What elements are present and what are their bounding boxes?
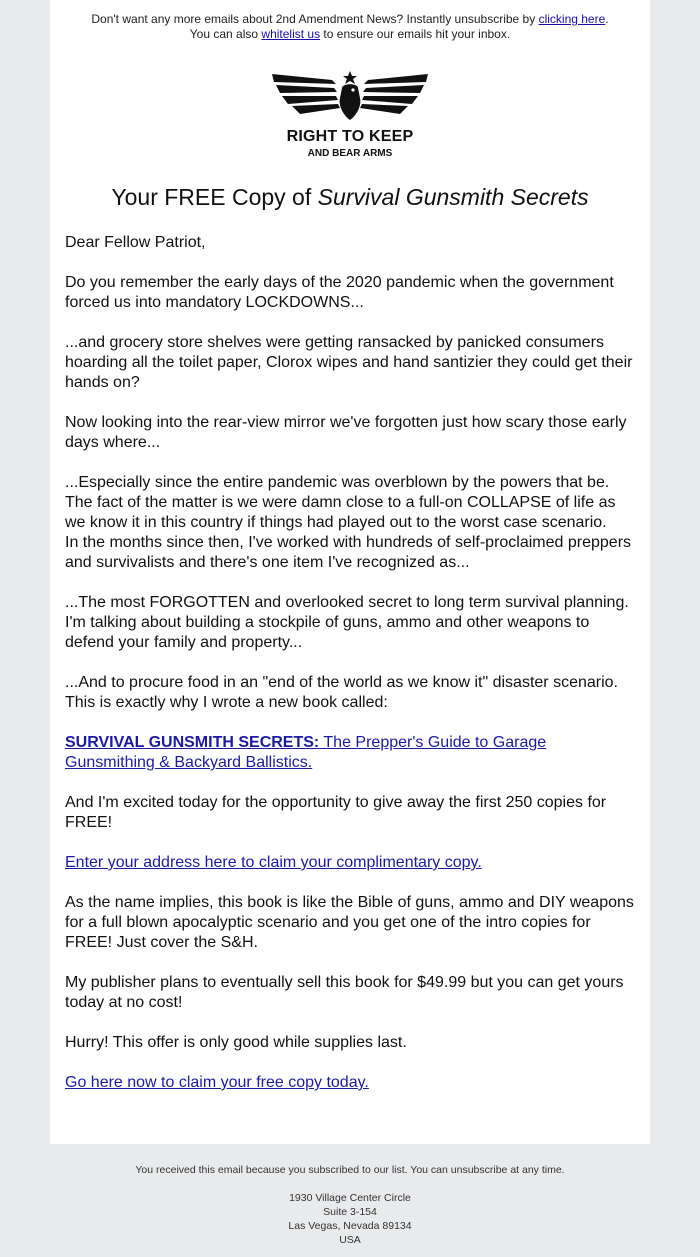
paragraph: My publisher plans to eventually sell this book for $49.99 but you can get yours today at no cost! bbox=[65, 974, 624, 1011]
footer bbox=[0, 1163, 700, 1247]
preheader-text-2-end: to ensure our emails hit your inbox. bbox=[320, 27, 511, 41]
paragraph bbox=[65, 473, 640, 573]
cta-link-paragraph bbox=[65, 1073, 640, 1093]
claim-free-copy-link[interactable]: Go here now to claim your free copy today. bbox=[65, 1074, 369, 1091]
headline-prefix: Your FREE Copy of bbox=[111, 184, 318, 210]
paragraph: As the name implies, this book is like the Bible of guns, ammo and DIY weapons for a full blown apocalyptic scenario and you get one of the intro copies for FREE! Just cover the S&H. bbox=[65, 894, 634, 951]
email-body bbox=[65, 233, 640, 1113]
brand-tagline: AND BEAR ARMS bbox=[307, 148, 393, 159]
paragraph: Do you remember the early days of the 2020 pandemic when the government forced us into mandatory LOCKDOWNS... bbox=[65, 274, 614, 311]
address-line: 1930 Village Center Circle bbox=[289, 1192, 411, 1204]
preheader-text-1-end: . bbox=[605, 12, 609, 26]
page-title bbox=[50, 184, 650, 211]
address-line: USA bbox=[339, 1234, 361, 1246]
headline-book-title: Survival Gunsmith Secrets bbox=[317, 184, 589, 210]
book-link-bold: SURVIVAL GUNSMITH SECRETS: bbox=[65, 734, 320, 751]
address-line: Suite 3-154 bbox=[323, 1206, 377, 1218]
preheader bbox=[0, 12, 700, 42]
claim-link-paragraph bbox=[65, 853, 640, 873]
paragraph: And I'm excited today for the opportunity to give away the first 250 copies for FREE! bbox=[65, 794, 607, 831]
book-link[interactable] bbox=[65, 734, 546, 771]
paragraph: ...And to procure food in an "end of the world as we know it" disaster scenario. This is exactly why I wrote a new book called: bbox=[65, 674, 618, 711]
paragraph: ...The most FORGOTTEN and overlooked secret to long term survival planning. I'm talking about building a stockpile of guns, ammo and other weapons to defend your family and property... bbox=[65, 594, 629, 651]
address-line: Las Vegas, Nevada 89134 bbox=[288, 1220, 412, 1232]
paragraph-part: ...Especially since the entire pandemic was overblown by the powers that be. The fact of the matter is we were damn close to a full-on COLLAPSE of life as we know it in this country if things had played out to the worst case scenario. bbox=[65, 474, 616, 531]
book-link-paragraph bbox=[65, 733, 640, 773]
paragraph: Hurry! This offer is only good while supplies last. bbox=[65, 1034, 407, 1051]
greeting: Dear Fellow Patriot, bbox=[65, 234, 206, 251]
preheader-text-2: You can also bbox=[189, 27, 262, 41]
paragraph-part: In the months since then, I've worked with hundreds of self-proclaimed preppers and survivalists and there's one item I've recognized as... bbox=[65, 534, 632, 571]
paragraph: ...and grocery store shelves were getting ransacked by panicked consumers hoarding all the toilet paper, Clorox wipes and hand santizier they could get their hands on? bbox=[65, 334, 633, 391]
paragraph: Now looking into the rear-view mirror we've forgotten just how scary those early days where... bbox=[65, 414, 627, 451]
eagle-with-rifles-icon bbox=[270, 68, 430, 126]
brand-name: RIGHT TO KEEP bbox=[286, 128, 414, 145]
preheader-text-1: Don't want any more emails about 2nd Amendment News? Instantly unsubscribe by bbox=[91, 12, 539, 26]
footer-address bbox=[0, 1191, 700, 1247]
footer-note: You received this email because you subscribed to our list. You can unsubscribe at any time. bbox=[135, 1164, 565, 1176]
whitelist-link[interactable]: whitelist us bbox=[261, 27, 321, 41]
claim-copy-link[interactable]: Enter your address here to claim your complimentary copy. bbox=[65, 854, 482, 871]
book-link-rest: The Prepper's Guide to Garage Gunsmithing & Backyard Ballistics. bbox=[65, 734, 547, 771]
unsubscribe-link[interactable]: clicking here bbox=[538, 12, 606, 26]
